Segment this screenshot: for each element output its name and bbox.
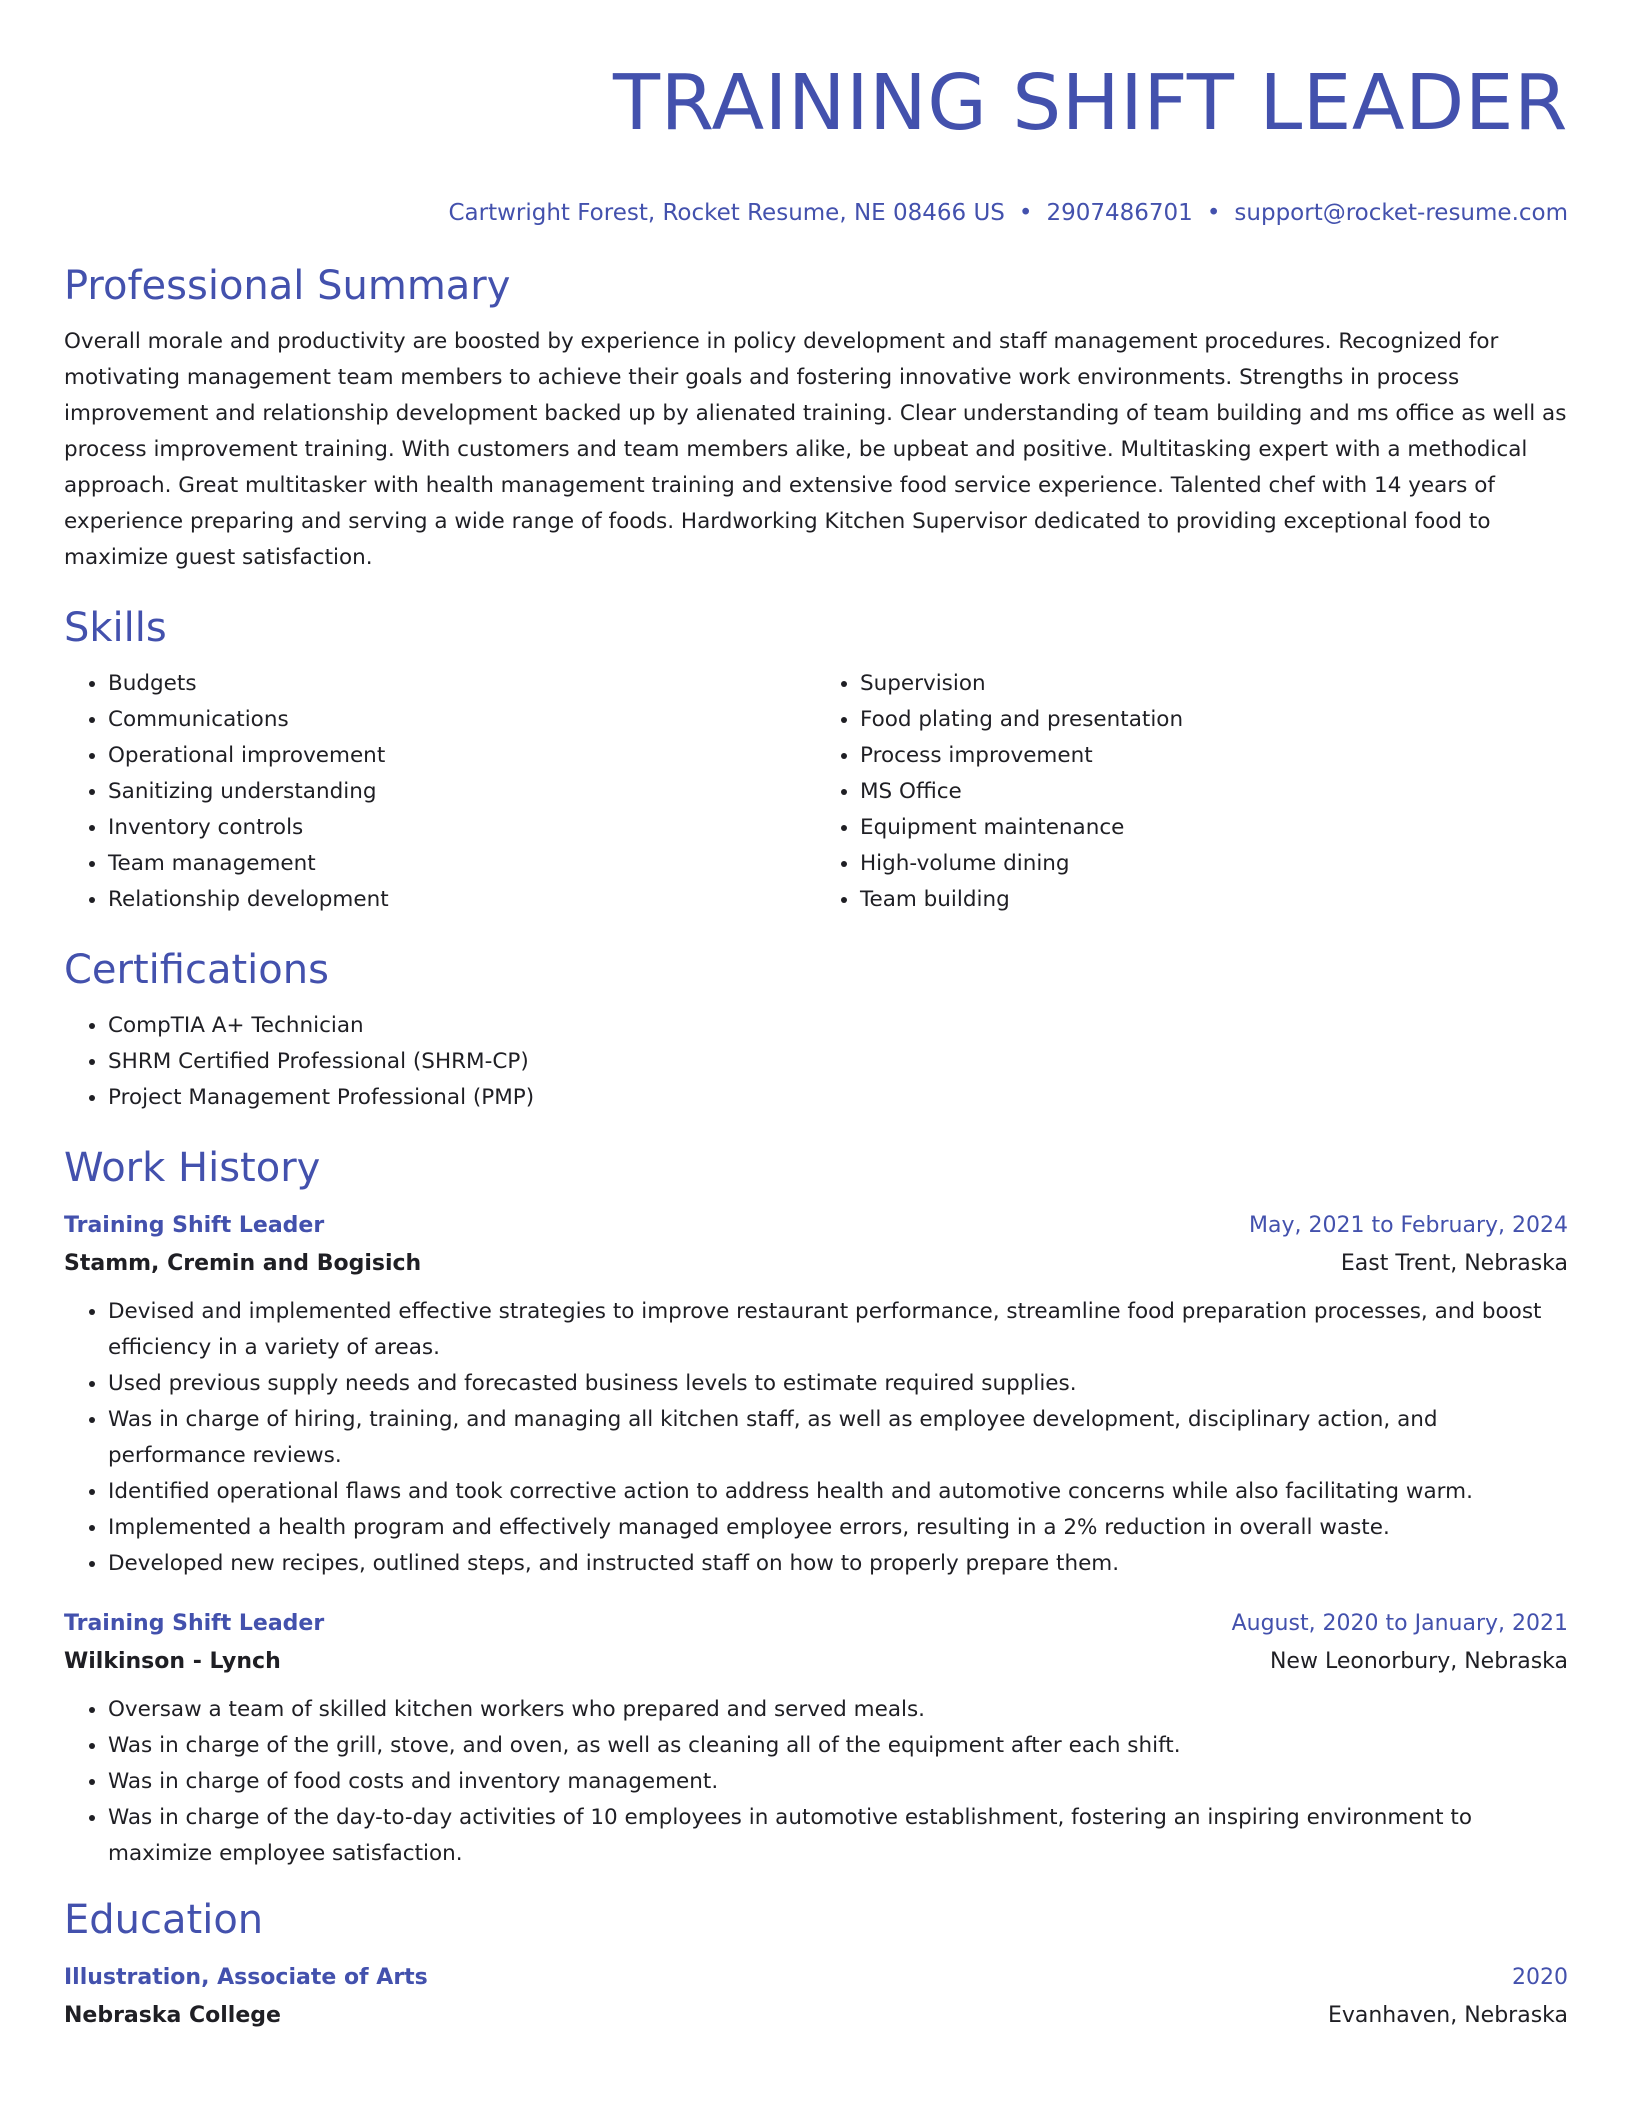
job-title: Training Shift Leader xyxy=(64,1213,325,1238)
skill-item: • MS Office xyxy=(860,774,1568,810)
contact-phone: 2907486701 xyxy=(1046,200,1193,226)
skill-item: • Supervision xyxy=(860,666,1568,702)
skill-item: • Inventory controls xyxy=(108,810,816,846)
job-employer-row xyxy=(64,1642,1568,1682)
contact-address: Cartwright Forest, Rocket Resume, NE 08466 US xyxy=(448,200,1005,226)
contact-email: support@rocket-resume.com xyxy=(1234,200,1568,226)
skill-item: • Team management xyxy=(108,846,816,882)
skill-item: • Sanitizing understanding xyxy=(108,774,816,810)
education-school-row xyxy=(64,1996,1568,2036)
section-title-certifications: Certifications xyxy=(64,947,329,993)
contact-separator: • xyxy=(1018,200,1033,226)
skill-item: • Budgets xyxy=(108,666,816,702)
job-responsibilities xyxy=(64,1294,1568,1582)
job-employer: Stamm, Cremin and Bogisich xyxy=(64,1251,422,1276)
job-responsibilities xyxy=(64,1692,1568,1872)
skills-column-left xyxy=(64,666,816,918)
contact-line xyxy=(64,196,1568,230)
section-title-education: Education xyxy=(64,1897,264,1943)
responsibility-item: • Implemented a health program and effectively managed employee errors, resulting in a 2% reduction in overall waste. xyxy=(108,1510,1568,1546)
skill-item: • Operational improvement xyxy=(108,738,816,774)
skill-item: • Process improvement xyxy=(860,738,1568,774)
education-year: 2020 xyxy=(1512,1965,1568,1990)
responsibility-item: • Oversaw a team of skilled kitchen workers who prepared and served meals. xyxy=(108,1692,1568,1728)
contact-separator: • xyxy=(1206,200,1221,226)
responsibility-item: • Was in charge of food costs and inventory management. xyxy=(108,1764,1568,1800)
responsibility-item: • Was in charge of the day-to-day activities of 10 employees in automotive establishment, fostering an inspiring environment to maximize employee satisfaction. xyxy=(108,1800,1568,1872)
job-entry xyxy=(64,1606,1568,1872)
job-employer-row xyxy=(64,1244,1568,1284)
skill-item: • High-volume dining xyxy=(860,846,1568,882)
education-school: Nebraska College xyxy=(64,2003,281,2028)
section-title-work-history: Work History xyxy=(64,1145,321,1191)
education-entry xyxy=(64,1960,1568,2036)
skill-item: • Equipment maintenance xyxy=(860,810,1568,846)
responsibility-item: • Identified operational flaws and took corrective action to address health and automotive concerns while also facilitating warm. xyxy=(108,1474,1568,1510)
section-title-summary: Professional Summary xyxy=(64,263,511,309)
job-location: East Trent, Nebraska xyxy=(1340,1251,1568,1276)
skill-item: • Relationship development xyxy=(108,882,816,918)
responsibility-item: • Used previous supply needs and forecasted business levels to estimate required supplies. xyxy=(108,1366,1568,1402)
skills-list xyxy=(64,666,1568,918)
job-title: Training Shift Leader xyxy=(64,1611,325,1636)
job-location: New Leonorbury, Nebraska xyxy=(1269,1649,1568,1674)
job-entry xyxy=(64,1208,1568,1582)
responsibility-item: • Was in charge of the grill, stove, and oven, as well as cleaning all of the equipment after each shift. xyxy=(108,1728,1568,1764)
section-title-skills: Skills xyxy=(64,605,167,651)
job-dates: May, 2021 to February, 2024 xyxy=(1249,1213,1568,1238)
responsibility-item: • Was in charge of hiring, training, and managing all kitchen staff, as well as employee development, disciplinary action, and performance reviews. xyxy=(108,1402,1568,1474)
job-header-row xyxy=(64,1208,1568,1244)
certification-item: • CompTIA A+ Technician xyxy=(108,1008,1568,1044)
job-header-row xyxy=(64,1606,1568,1642)
certification-item: • SHRM Certified Professional (SHRM-CP) xyxy=(108,1044,1568,1080)
summary-text: Overall morale and productivity are boosted by experience in policy development and staff management procedures. Recognized for motivating management team members to achieve their goals and fostering innovative work environments. Strengths in process improvement and relationship development backed up by alienated training. Clear understanding of team building and ms office as well as process improvement training. With customers and team members alike, be upbeat and positive. Multitasking expert with a methodical approach. Great multitasker with health management training and extensive food service experience. Talented chef with 14 years of experience preparing and serving a wide range of foods. Hardworking Kitchen Supervisor dedicated to providing exceptional food to maximize guest satisfaction. xyxy=(64,329,1567,570)
education-degree: Illustration, Associate of Arts xyxy=(64,1965,428,1990)
responsibility-item: • Devised and implemented effective strategies to improve restaurant performance, streamline food preparation processes, and boost efficiency in a variety of areas. xyxy=(108,1294,1568,1366)
certification-item: • Project Management Professional (PMP) xyxy=(108,1080,1568,1116)
education-header-row xyxy=(64,1960,1568,1996)
job-dates: August, 2020 to January, 2021 xyxy=(1231,1611,1568,1636)
certifications-list xyxy=(64,1008,1568,1116)
education-location: Evanhaven, Nebraska xyxy=(1327,2003,1568,2028)
skill-item: • Communications xyxy=(108,702,816,738)
candidate-name: TRAINING SHIFT LEADER xyxy=(613,59,1568,148)
job-employer: Wilkinson - Lynch xyxy=(64,1649,281,1674)
skill-item: • Team building xyxy=(860,882,1568,918)
skills-column-right xyxy=(816,666,1568,918)
skill-item: • Food plating and presentation xyxy=(860,702,1568,738)
responsibility-item: • Developed new recipes, outlined steps, and instructed staff on how to properly prepare them. xyxy=(108,1546,1568,1582)
